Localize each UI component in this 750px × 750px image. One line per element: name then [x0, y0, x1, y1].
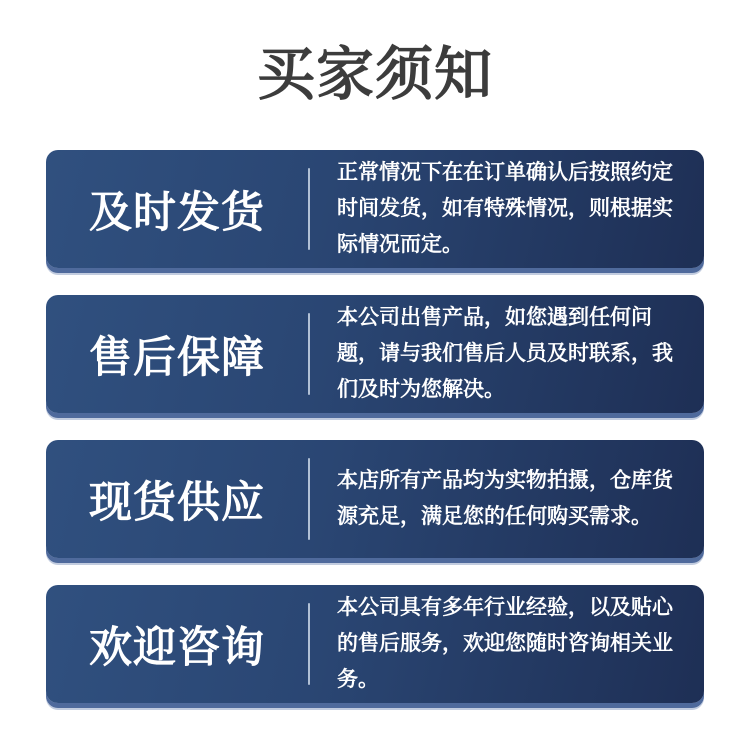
- notice-card-consult: [46, 585, 704, 703]
- notice-card-shipping: [46, 150, 704, 268]
- notice-card-description: 本公司具有多年行业经验，以及贴心的售后服务，欢迎您随时咨询相关业务。: [337, 596, 673, 691]
- notice-card-label: 欢迎咨询: [89, 623, 265, 672]
- page-title: 买家须知: [256, 42, 493, 107]
- notice-card-list: [0, 150, 750, 703]
- notice-card-description: 本公司出售产品，如您遇到任何问题，请与我们售后人员及时联系，我们及时为您解决。: [337, 306, 673, 401]
- notice-card-description: 正常情况下在在订单确认后按照约定时间发货，如有特殊情况，则根据实际情况而定。: [337, 161, 673, 256]
- notice-card-stock: [46, 440, 704, 558]
- notice-card-label: 售后保障: [89, 333, 265, 382]
- notice-card-label: 现货供应: [89, 478, 265, 527]
- notice-card-label: 及时发货: [89, 188, 265, 237]
- notice-card-description: 本店所有产品均为实物拍摄，仓库货源充足，满足您的任何购买需求。: [337, 469, 673, 528]
- notice-card-aftersales: [46, 295, 704, 413]
